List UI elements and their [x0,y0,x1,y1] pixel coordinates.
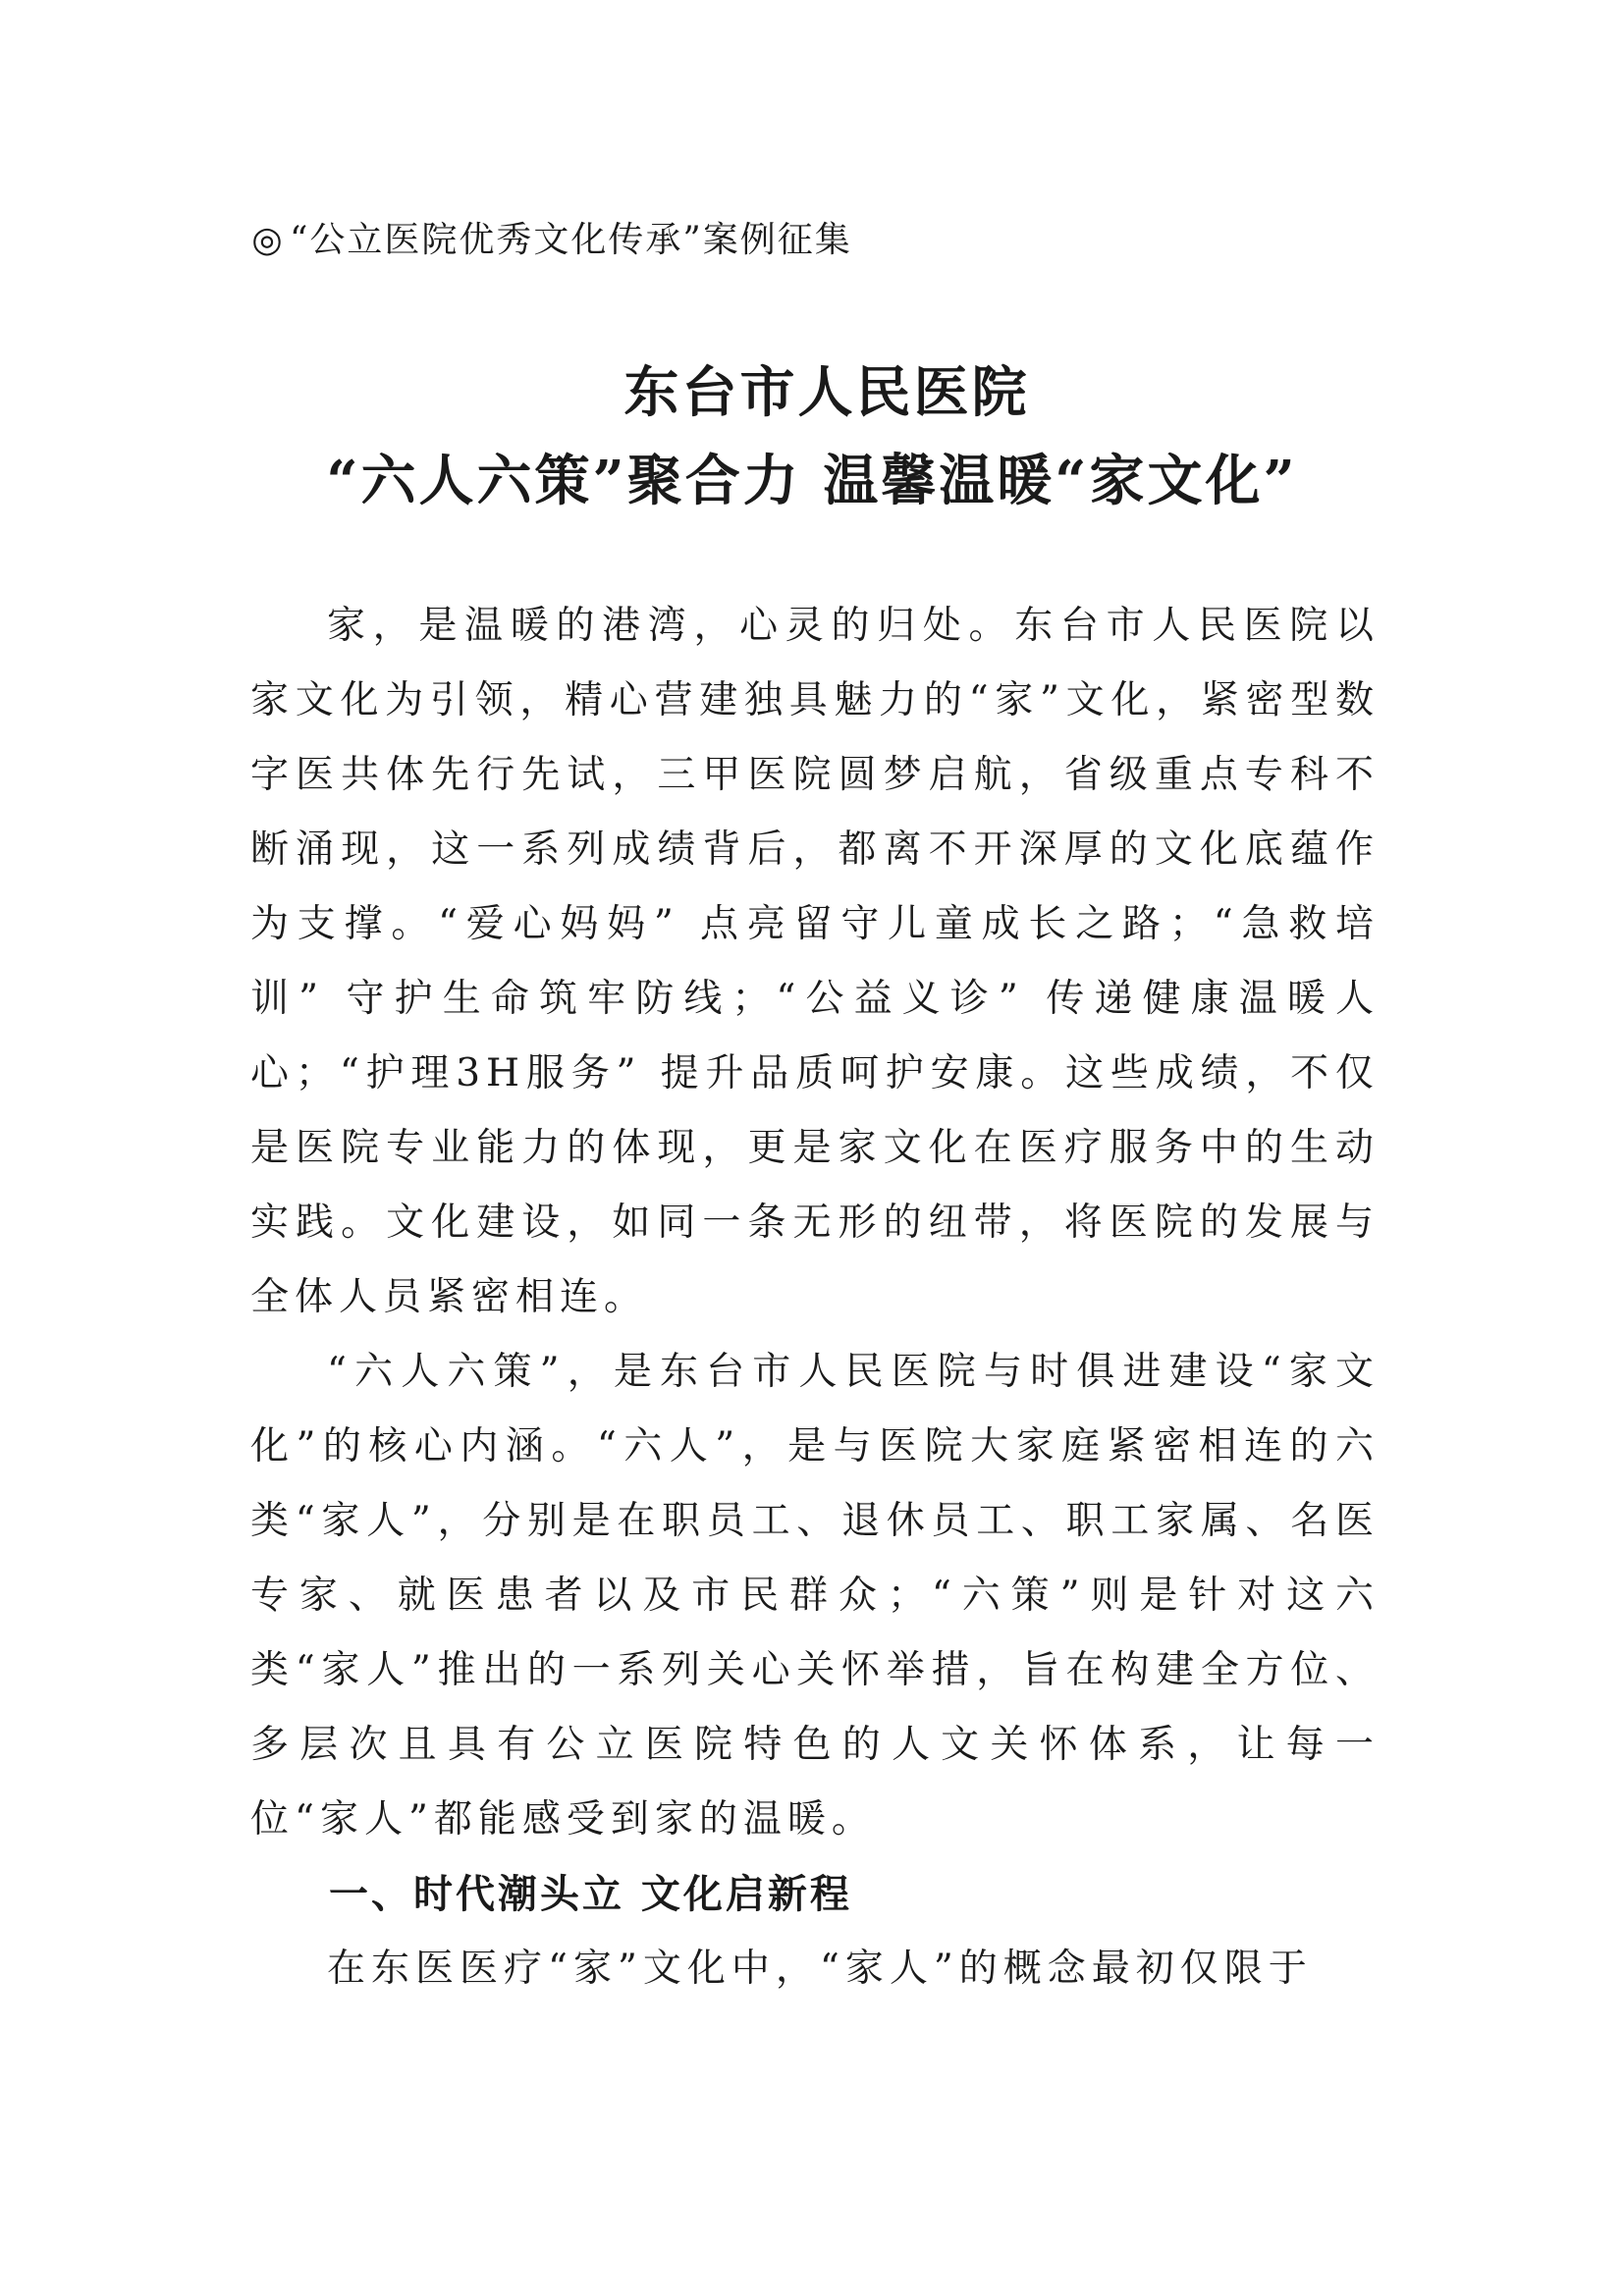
paragraph-section-1: 在东医医疗“家”文化中，“家人”的概念最初仅限于 [327,1947,1313,1991]
article-title [0,348,1624,525]
paragraph-six-people: “六人六策”，是东台市人民医院与时俱进建设“家文化”的核心内涵。“六人”，是与医院大家庭紧密相连的六类“家人”，分别是在职员工、退休员工、职工家属、名医专家、就医患者以及市民群众；“六策”则是针对这六类“家人”推出的一系列关心关怀举措，旨在构建全方位、多层次且具有公立医院特色的人文关怀体系，让每一位“家人”都能感受到家的温暖。 [250,1350,1380,1842]
article-body [250,589,1380,2006]
collection-header-text: “公立医院优秀文化传承”案例征集 [290,220,852,260]
title-line-subtitle: “六人六策”聚合力 温馨温暖“家文化” [326,449,1298,513]
double-circle-icon: ◎ [251,220,285,260]
collection-header [250,211,1380,270]
paragraph-intro: 家，是温暖的港湾，心灵的归处。东台市人民医院以家文化为引领，精心营建独具魅力的“家”文化，紧密型数字医共体先行先试，三甲医院圆梦启航，省级重点专科不断涌现，这一系列成绩背后，都离不开深厚的文化底蕴作为支撑。“爱心妈妈” 点亮留守儿童成长之路；“急救培训” 守护生命筑牢防线；“公益义诊” 传递健康温暖人心；“护理3H服务” 提升品质呵护安康。这些成绩，不仅是医院专业能力的体现，更是家文化在医疗服务中的生动实践。文化建设，如同一条无形的纽带，将医院的发展与全体人员紧密相连。 [250,604,1380,1319]
title-line-hospital: 东台市人民医院 [623,360,1030,425]
section-heading-1: 一、时代潮头立 文化启新程 [329,1872,852,1917]
